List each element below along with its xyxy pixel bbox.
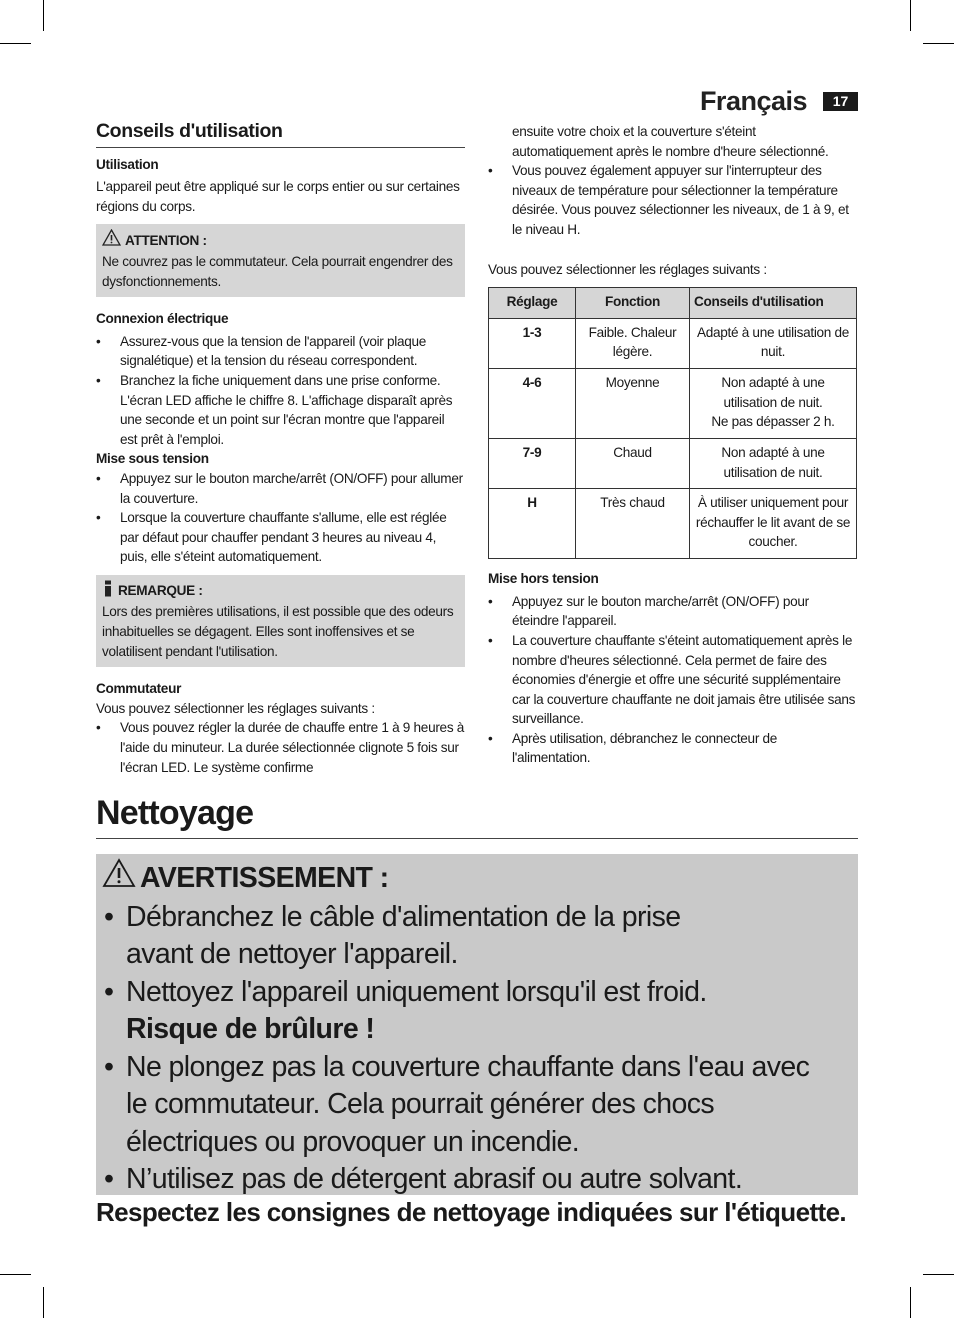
remarque-text: Lors des premières utilisations, il est possible que des odeurs inhabituelles se dégagent. Elles sont inoffensives et se volatilisent pendant l'utilisation.: [102, 604, 454, 659]
list-item: • La couverture chauffante s'éteint automatiquement après le nombre d'heures sélectionné. Cela permet de faire des économies d'énergie et offre une sécurité supplémentaire car la couverture chauffante ne doit jamais être utilisée sans surveillance.: [488, 631, 858, 729]
crop-mark: [910, 1287, 911, 1318]
avertissement-list: [102, 899, 852, 1199]
crop-mark: [43, 1287, 44, 1318]
attention-header: [102, 229, 459, 252]
list-item-text: Nettoyez l'appareil uniquement lorsqu'il est froid.: [126, 975, 707, 1008]
table-cell-reglage: H: [489, 489, 576, 559]
settings-table: [488, 287, 857, 559]
table-intro: Vous pouvez sélectionner les réglages suivants :: [488, 261, 767, 277]
table-cell-reglage: 7-9: [489, 438, 576, 488]
remarque-header: [102, 580, 459, 603]
list-item: • Assurez-vous que la tension de l'appareil (voir plaque signalétique) et la tension du réseau correspondent.: [96, 332, 465, 371]
page-number: 17: [823, 92, 858, 111]
table-header-row: [489, 288, 857, 319]
crop-mark: [0, 1274, 31, 1275]
table-cell-fonction: Faible. Chaleur légère.: [576, 318, 690, 368]
crop-mark: [910, 0, 911, 31]
table-cell-conseil: À utiliser uniquement pour réchauffer le lit avant de se coucher.: [690, 489, 857, 559]
table-row: [489, 318, 857, 368]
crop-mark: [923, 43, 954, 44]
mise-sous-tension-title: Mise sous tension: [96, 451, 209, 467]
table-row: [489, 489, 857, 559]
table-cell-reglage: 4-6: [489, 368, 576, 438]
commutateur-list-continued: [488, 161, 858, 239]
crop-mark: [43, 0, 44, 31]
list-item: [102, 974, 852, 1049]
list-item-text: Ne plongez pas la couverture chauffante dans l'eau avec le commutateur. Cela pourrait générer des chocs électriques ou provoquer un incendie.: [126, 1050, 810, 1158]
table-row: [489, 368, 857, 438]
right-column: [488, 122, 858, 768]
table-cell-conseil: Adapté à une utilisation de nuit.: [690, 318, 857, 368]
utilisation-title: Utilisation: [96, 156, 159, 172]
avertissement-box: [96, 854, 858, 1195]
list-item: [102, 1049, 831, 1162]
list-item: • Appuyez sur le bouton marche/arrêt (ON/OFF) pour éteindre l'appareil.: [488, 592, 858, 631]
list-item-text: N’utilisez pas de détergent abrasif ou autre solvant.: [126, 1163, 743, 1195]
crop-mark: [0, 43, 31, 44]
connexion-list: [96, 332, 465, 450]
mise-hors-tension-title: Mise hors tension: [488, 571, 599, 587]
attention-text: Ne couvrez pas le commutateur. Cela pourrait engendrer des dysfonctionnements.: [102, 253, 453, 289]
language-heading: Français: [699, 86, 807, 116]
commutateur-intro: Vous pouvez sélectionner les réglages suivants :: [96, 700, 375, 716]
warning-triangle-icon: [102, 858, 136, 899]
list-item: • Après utilisation, débranchez le connecteur de l'alimentation.: [488, 729, 858, 768]
list-item: • Appuyez sur le bouton marche/arrêt (ON/OFF) pour allumer la couverture.: [96, 469, 465, 508]
list-item: [102, 1161, 852, 1199]
connexion-title: Connexion électrique: [96, 311, 229, 327]
table-header: Conseils d'utilisation: [690, 288, 857, 319]
list-item-text: Débranchez le câble d'alimentation de la prise avant de nettoyer l'appareil.: [126, 900, 681, 970]
crop-mark: [923, 1274, 954, 1275]
table-header: Fonction: [576, 288, 690, 319]
warning-triangle-icon: [102, 229, 121, 252]
attention-title: ATTENTION :: [125, 232, 207, 248]
table-cell-conseil: [690, 368, 857, 438]
list-item: • Branchez la fiche uniquement dans une prise conforme. L'écran LED affiche le chiffre 8. L'affichage disparaît après une seconde et un point sur l'écran montre que l'appareil est prêt à l'emploi.: [96, 371, 465, 449]
table-cell-reglage: 1-3: [489, 318, 576, 368]
avertissement-title: AVERTISSEMENT :: [140, 861, 389, 894]
table-header: Réglage: [489, 288, 576, 319]
continuation-text: ensuite votre choix et la couverture s'éteint automatiquement après le nombre d'heure sélectionné.: [512, 124, 829, 159]
left-column: [96, 122, 465, 777]
table-row: [489, 438, 857, 488]
list-item: • Vous pouvez également appuyer sur l'interrupteur des niveaux de température pour sélectionner la température désirée. Vous pouvez sélectionner les niveaux, de 1 à 9, et le niveau H.: [488, 161, 858, 239]
commutateur-list: [96, 718, 465, 777]
table-cell-fonction: Chaud: [576, 438, 690, 488]
remarque-box: [96, 575, 465, 667]
utilisation-text: L'appareil peut être appliqué sur le corps entier ou sur certaines régions du corps.: [96, 179, 460, 214]
mise-sous-tension-list: [96, 469, 465, 567]
remarque-title: REMARQUE :: [118, 583, 203, 599]
avertissement-header: [102, 858, 852, 899]
list-item: • Lorsque la couverture chauffante s'allume, elle est réglée par défaut pour chauffer pendant 3 heures au niveau 4, puis, elle s'éteint automatiquement.: [96, 508, 465, 567]
nettoyage-title: Nettoyage: [96, 794, 858, 839]
commutateur-title: Commutateur: [96, 681, 182, 697]
table-cell-fonction: Moyenne: [576, 368, 690, 438]
mise-hors-tension-list: [488, 592, 858, 768]
list-item: [102, 899, 746, 974]
table-cell-conseil-line: Non adapté à une utilisation de nuit.: [721, 374, 825, 410]
burn-risk-text: Risque de brûlure !: [126, 1013, 375, 1045]
list-item: • Vous pouvez régler la durée de chauffe entre 1 à 9 heures à l'aide du minuteur. La durée sélectionnée clignote 5 fois sur l'écran LED. Le système confirme: [96, 718, 465, 777]
final-note: Respectez les consignes de nettoyage indiquées sur l'étiquette.: [96, 1197, 847, 1227]
attention-box: [96, 224, 465, 297]
section-title: Conseils d'utilisation: [96, 122, 465, 148]
info-icon: [102, 580, 114, 603]
table-cell-fonction: Très chaud: [576, 489, 690, 559]
table-cell-conseil: Non adapté à une utilisation de nuit.: [690, 438, 857, 488]
table-cell-conseil-line: Ne pas dépasser 2 h.: [711, 414, 835, 430]
